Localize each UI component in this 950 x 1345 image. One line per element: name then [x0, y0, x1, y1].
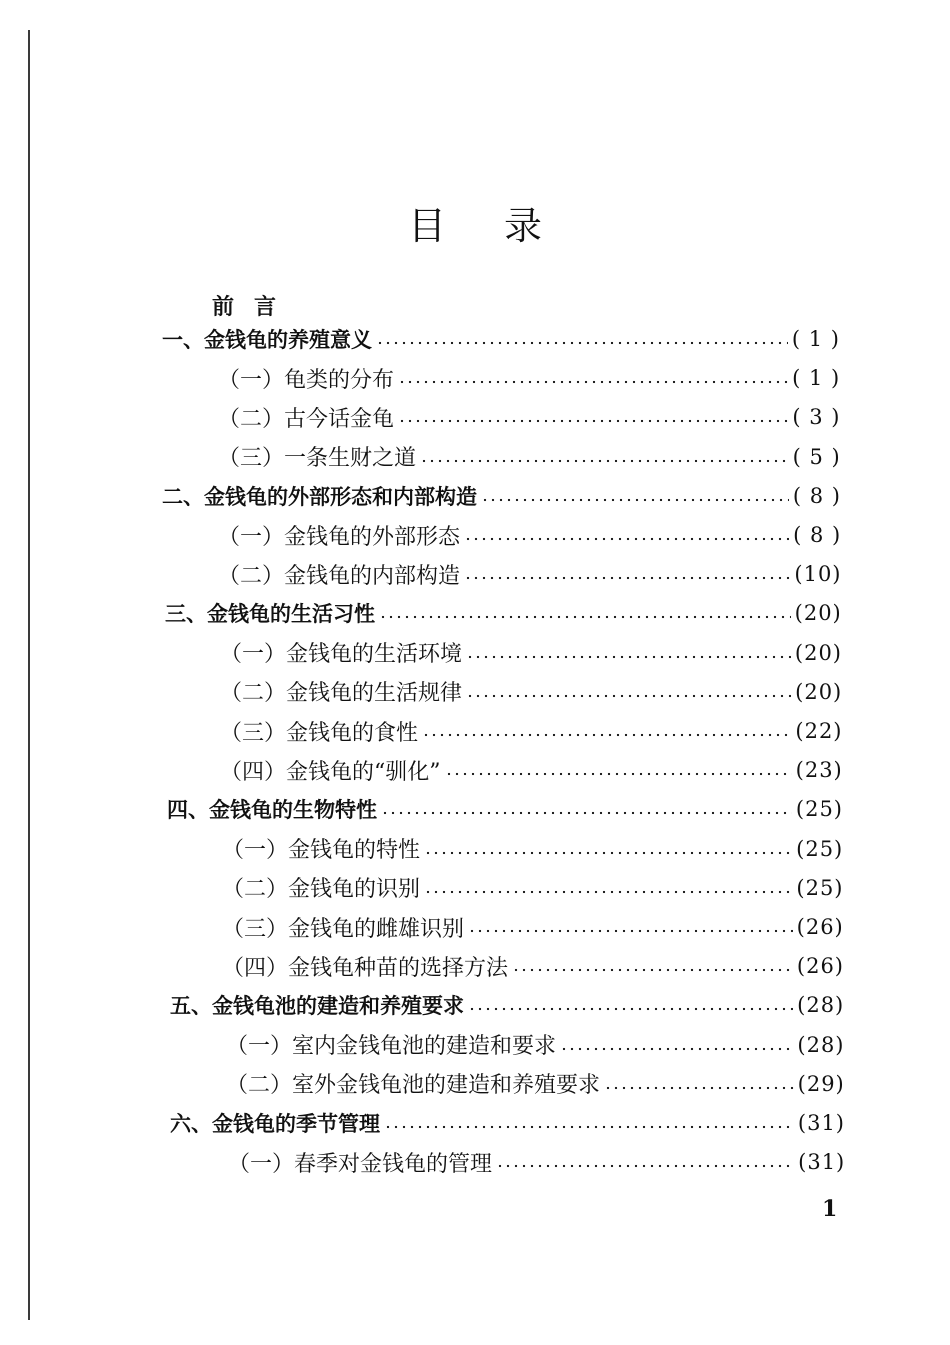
toc-entry-label: （二）金钱龟的生活规律: [220, 681, 463, 707]
dot-leader: [468, 1007, 793, 1011]
toc-section-entry: [226, 1030, 845, 1060]
toc-entry-label: （一）春季对金钱龟的管理: [228, 1151, 493, 1177]
toc-chapter-entry: [162, 481, 841, 511]
page-title: 目录: [407, 204, 600, 248]
preface-heading: 前言: [212, 295, 297, 320]
dot-leader: [560, 1047, 793, 1051]
toc-entry-page: ( 8 ): [793, 523, 842, 547]
toc-entry-label: （一）金钱龟的外部形态: [218, 524, 461, 550]
toc-entry-page: ( 3 ): [792, 405, 841, 430]
toc-entry-label: 六、金钱龟的季节管理: [170, 1112, 380, 1136]
toc-section-entry: [220, 755, 843, 785]
toc-entry-page: (28): [797, 1032, 845, 1057]
toc-chapter-entry: [170, 1108, 845, 1138]
dot-leader: [604, 1086, 794, 1090]
toc-entry-label: （一）金钱龟的生活环境: [220, 642, 463, 668]
dot-leader: [398, 380, 788, 384]
toc-chapter-entry: [167, 794, 843, 824]
toc-chapter-entry: [165, 598, 842, 628]
dot-leader: [468, 929, 793, 933]
toc-section-entry: [220, 716, 843, 746]
toc-entry-label: （一）室内金钱龟池的建造和要求: [226, 1034, 557, 1060]
toc-entry-label: 二、金钱龟的外部形态和内部构造: [162, 484, 477, 509]
toc-section-entry: [218, 363, 840, 393]
dot-leader: [466, 655, 791, 659]
toc-entry-label: （四）金钱龟的“驯化”: [220, 759, 441, 785]
toc-entry-label: （四）金钱龟种苗的选择方法: [222, 955, 509, 981]
toc-entry-page: (25): [796, 875, 844, 900]
toc-entry-label: 三、金钱龟的生活习性: [165, 602, 375, 627]
toc-entry-label: （三）金钱龟的雌雄识别: [222, 916, 465, 942]
toc-entry-label: （二）金钱龟的识别: [222, 877, 421, 903]
toc-entry-label: 五、金钱龟池的建造和养殖要求: [170, 994, 464, 1019]
toc-entry-page: (29): [797, 1071, 845, 1096]
toc-entry-page: ( 5 ): [792, 444, 841, 469]
dot-leader: [512, 968, 793, 972]
toc-entry-page: (25): [796, 836, 844, 861]
toc-section-entry: [220, 638, 842, 668]
dot-leader: [445, 772, 792, 776]
toc-entry-page: ( 1 ): [791, 327, 840, 351]
dot-leader: [384, 1125, 794, 1129]
toc-entry-label: （二）室外金钱龟池的建造和养殖要求: [226, 1073, 601, 1099]
toc-entry-page: (10): [794, 562, 842, 587]
toc-entry-page: ( 8 ): [792, 483, 841, 508]
toc-entry-label: 四、金钱龟的生物特性: [167, 798, 377, 823]
toc-entry-label: （三）一条生财之道: [218, 446, 417, 472]
toc-section-entry: [222, 912, 844, 942]
dot-leader: [424, 890, 792, 894]
toc-chapter-entry: [162, 324, 840, 354]
toc-section-entry: [226, 1069, 845, 1099]
dot-leader: [464, 576, 790, 580]
toc-entry-label: （一）龟类的分布: [218, 367, 395, 393]
toc-entry-label: （三）金钱龟的食性: [220, 720, 419, 746]
dot-leader: [481, 498, 789, 502]
dot-leader: [466, 694, 791, 698]
toc-section-entry: [218, 402, 841, 432]
dot-leader: [381, 811, 792, 815]
toc-chapter-entry: [170, 990, 844, 1020]
toc-entry-label: （二）金钱龟的内部构造: [218, 563, 461, 589]
toc-entry-page: (25): [795, 797, 843, 822]
toc-entry-page: (31): [798, 1150, 846, 1175]
toc-entry-page: ( 1 ): [792, 366, 841, 391]
toc-section-entry: [220, 677, 842, 707]
toc-entry-page: (20): [794, 640, 842, 665]
dot-leader: [379, 615, 791, 619]
page-number: 1: [822, 1196, 838, 1222]
toc-entry-page: (20): [794, 601, 842, 626]
dot-leader: [398, 419, 788, 423]
toc-entry-page: (31): [797, 1111, 845, 1135]
toc-section-entry: [218, 559, 842, 589]
toc-entry-label: （一）金钱龟的特性: [222, 838, 421, 864]
toc-entry-page: (26): [796, 954, 844, 979]
toc-section-entry: [218, 442, 841, 472]
dot-leader: [422, 733, 791, 737]
toc-entry-page: (20): [795, 679, 843, 704]
toc-entry-page: (22): [795, 719, 843, 743]
toc-section-entry: [222, 951, 844, 981]
dot-leader: [420, 459, 789, 463]
toc-section-entry: [222, 873, 844, 903]
dot-leader: [424, 851, 792, 855]
toc-entry-page: (28): [797, 993, 845, 1018]
toc-entry-page: (23): [795, 758, 843, 783]
dot-leader: [376, 341, 788, 345]
toc-section-entry: [218, 520, 841, 550]
dot-leader: [496, 1164, 794, 1168]
toc-section-entry: [222, 834, 843, 864]
toc-entry-page: (26): [796, 915, 844, 939]
dot-leader: [464, 537, 789, 541]
toc-entry-label: 一、金钱龟的养殖意义: [162, 328, 372, 352]
toc-entry-label: （二）古今话金龟: [218, 406, 395, 432]
toc-section-entry: [228, 1147, 845, 1177]
